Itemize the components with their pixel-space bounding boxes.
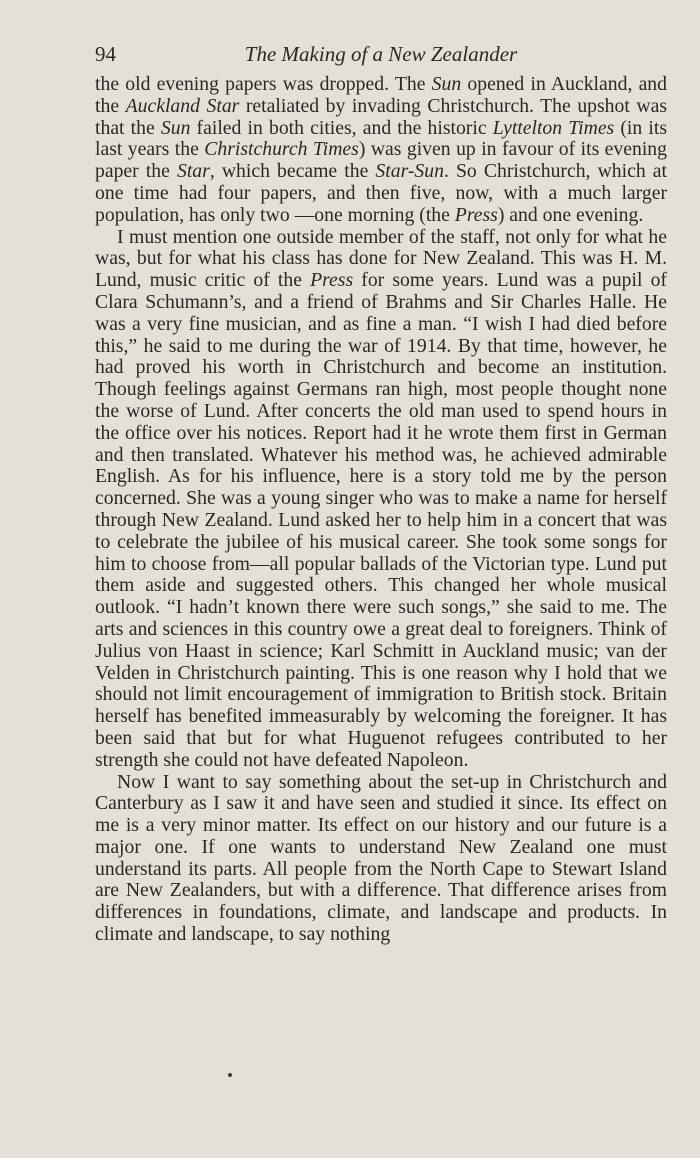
text-segment: Now I want to say something about the set-up in Christchurch and Canterbury as I saw it and have seen and studied it since. Its effect on me is a very minor matter. Its effect on our history and our future is a major one. If one wants to understand New Zealand one must understand its parts. All people from the North Cape to Stewart Island are New Zealanders, but with a difference. That difference arises from differences in foundations, climate, and landscape and products. In climate and landscape, to say nothing bbox=[95, 770, 667, 946]
publication-title: Christchurch Times bbox=[204, 138, 359, 161]
page-header bbox=[95, 42, 667, 70]
text-segment: for some years. Lund was a pupil of Clara Schumann’s, and a friend of Brahms and Sir Charles Halle. He was a very fine musician, and as fine a man. “I wish I had died before this,” he said to me during the war of 1914. By that time, however, he had proved his worth in Christchurch and become an institution. Though feelings against Germans ran high, most people thought none the worse of Lund. After concerts the old man used to spend hours in the office over his notices. Report had it he wrote them first in German and then translated. Whatever his method was, he achieved admirable English. As for his influence, here is a story told me by the person concerned. She was a young singer who was to make a name for herself through New Zealand. Lund asked her to help him in a concert that was to celebrate the jubilee of his musical career. She took some songs for him to choose from—all popular ballads of the Victorian type. Lund put them aside and suggested others. This changed her whole musical outlook. “I hadn’t known there were such songs,” she said to me. The arts and sciences in this country owe a great deal to foreigners. Think of Julius von Haast in science; Karl Schmitt in Auckland music; van der Velden in Christchurch painting. This is one reason why I hold that we should not limit encouragement of immigration to British stock. Britain herself has benefited immeasurably by welcoming the foreigner. It has been said that but for what Huguenot refugees contributed to her strength she could not have defeated Napoleon. bbox=[95, 269, 667, 771]
publication-title: Star-Sun bbox=[375, 160, 444, 183]
text-segment: , which became the bbox=[209, 160, 376, 183]
text-segment: ) was given up in favour of its evening paper the bbox=[95, 138, 667, 183]
publication-title: Sun bbox=[431, 73, 462, 95]
publication-title: Star bbox=[176, 160, 210, 183]
text-segment: I must mention one outside member of the staff, not only for what he was, but for what his class has done for New Zealand. This was H. M. Lund, music critic of the bbox=[95, 225, 667, 292]
publication-title: Sun bbox=[160, 116, 191, 139]
publication-title: Auckland Star bbox=[125, 94, 240, 117]
text-segment: failed in both cities, and the historic bbox=[190, 116, 493, 139]
publication-title: Press bbox=[454, 203, 498, 226]
print-speck bbox=[228, 1073, 232, 1077]
text-segment: opened in Auckland, and the bbox=[95, 73, 667, 117]
publication-title: Press bbox=[310, 269, 354, 292]
text-segment: ) and one evening. bbox=[497, 203, 644, 226]
running-title: The Making of a New Zealander bbox=[244, 42, 518, 66]
paragraph-2 bbox=[95, 227, 667, 772]
text-segment: the old evening papers was dropped. The bbox=[95, 73, 432, 95]
text-segment: (in its last years the bbox=[95, 116, 667, 161]
publication-title: Lyttelton Times bbox=[492, 116, 615, 139]
paragraph-3 bbox=[95, 772, 667, 946]
body-text bbox=[95, 74, 667, 946]
text-segment: retaliated by invading Christchurch. The upshot was that the bbox=[95, 94, 667, 139]
paragraph-1 bbox=[95, 74, 667, 227]
text-segment: . So Christchurch, which at one time had four papers, and then five, now, with a much larger population, has only two —one morning (the bbox=[95, 160, 667, 226]
page-number: 94 bbox=[95, 42, 116, 66]
